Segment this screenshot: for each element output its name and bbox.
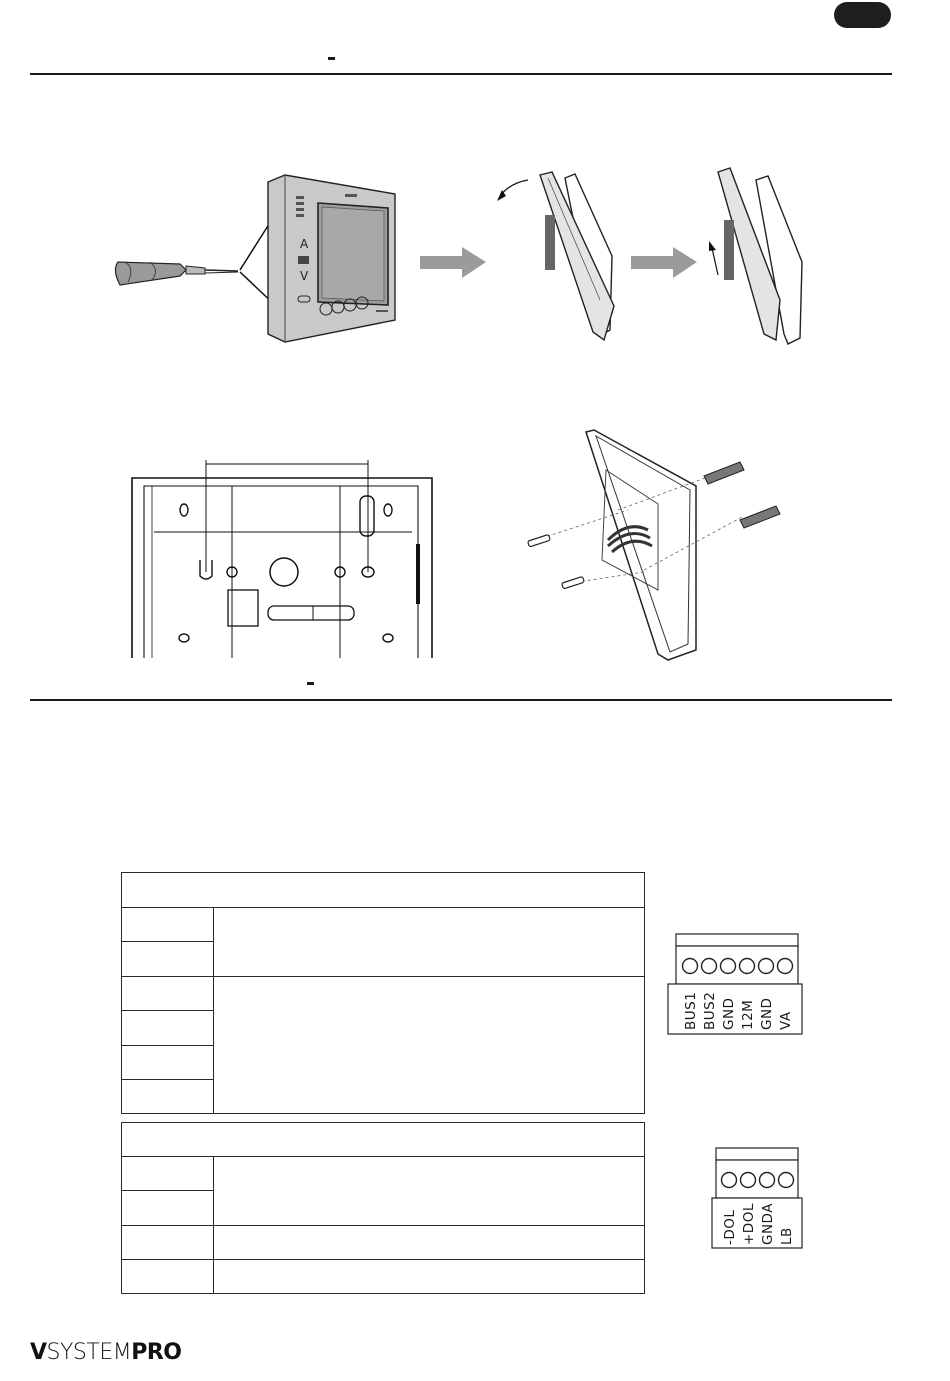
table-cell	[214, 1226, 645, 1260]
monitor-lifting-view	[709, 168, 802, 344]
terminal-label: GNDA	[760, 1203, 776, 1245]
brand-logo-system: SYSTEM	[46, 1340, 132, 1365]
table-row	[122, 908, 214, 942]
connector-block-1	[668, 930, 808, 1040]
table-row	[122, 1260, 214, 1294]
terminal-table-1	[121, 872, 645, 1114]
terminal-label: -DOL	[722, 1209, 738, 1245]
installation-steps-illustration	[0, 0, 950, 400]
brand-logo	[30, 1340, 182, 1365]
svg-text:V: V	[300, 269, 309, 283]
connector-block-2	[710, 1146, 810, 1256]
table-row	[122, 1226, 214, 1260]
terminal-label: 12M	[740, 999, 756, 1030]
monitor-front-view	[268, 175, 395, 342]
screw-icon	[528, 534, 551, 547]
terminal-label: VA	[778, 1011, 794, 1030]
wall-plug-icon	[740, 506, 780, 528]
table1-header-row	[122, 873, 645, 908]
terminal-label: GND	[721, 997, 737, 1030]
table-row	[122, 1046, 214, 1080]
terminal-label: BUS1	[683, 991, 699, 1030]
terminal-label: +DOL	[741, 1203, 757, 1245]
terminal-label: LB	[779, 1227, 795, 1245]
section2-rule	[30, 699, 892, 701]
table-cell	[214, 908, 645, 977]
table2-header-row	[122, 1123, 645, 1157]
svg-text:A: A	[300, 237, 309, 251]
wall-bracket-diagram	[132, 460, 452, 660]
right-arrow-icon	[631, 247, 697, 278]
screwdriver-icon	[115, 206, 280, 312]
brand-logo-v: V	[30, 1340, 47, 1365]
table-row	[122, 977, 214, 1011]
table-cell	[214, 1260, 645, 1294]
brand-logo-pro: PRO	[131, 1340, 182, 1365]
monitor-mounting-diagram	[518, 430, 798, 670]
table-cell	[214, 977, 645, 1114]
monitor-removal-view	[497, 172, 614, 340]
section2-marker	[307, 682, 314, 685]
terminal-label: GND	[759, 997, 775, 1030]
table-row	[122, 942, 214, 977]
terminal-table-2	[121, 1122, 645, 1294]
table-row	[122, 1080, 214, 1114]
right-arrow-icon	[420, 247, 486, 278]
table-row	[122, 1011, 214, 1046]
terminal-label: BUS2	[702, 991, 718, 1030]
wall-plug-icon	[704, 462, 744, 484]
table-row	[122, 1191, 214, 1226]
table-cell	[214, 1157, 645, 1226]
table-row	[122, 1157, 214, 1191]
screw-icon	[562, 576, 585, 589]
